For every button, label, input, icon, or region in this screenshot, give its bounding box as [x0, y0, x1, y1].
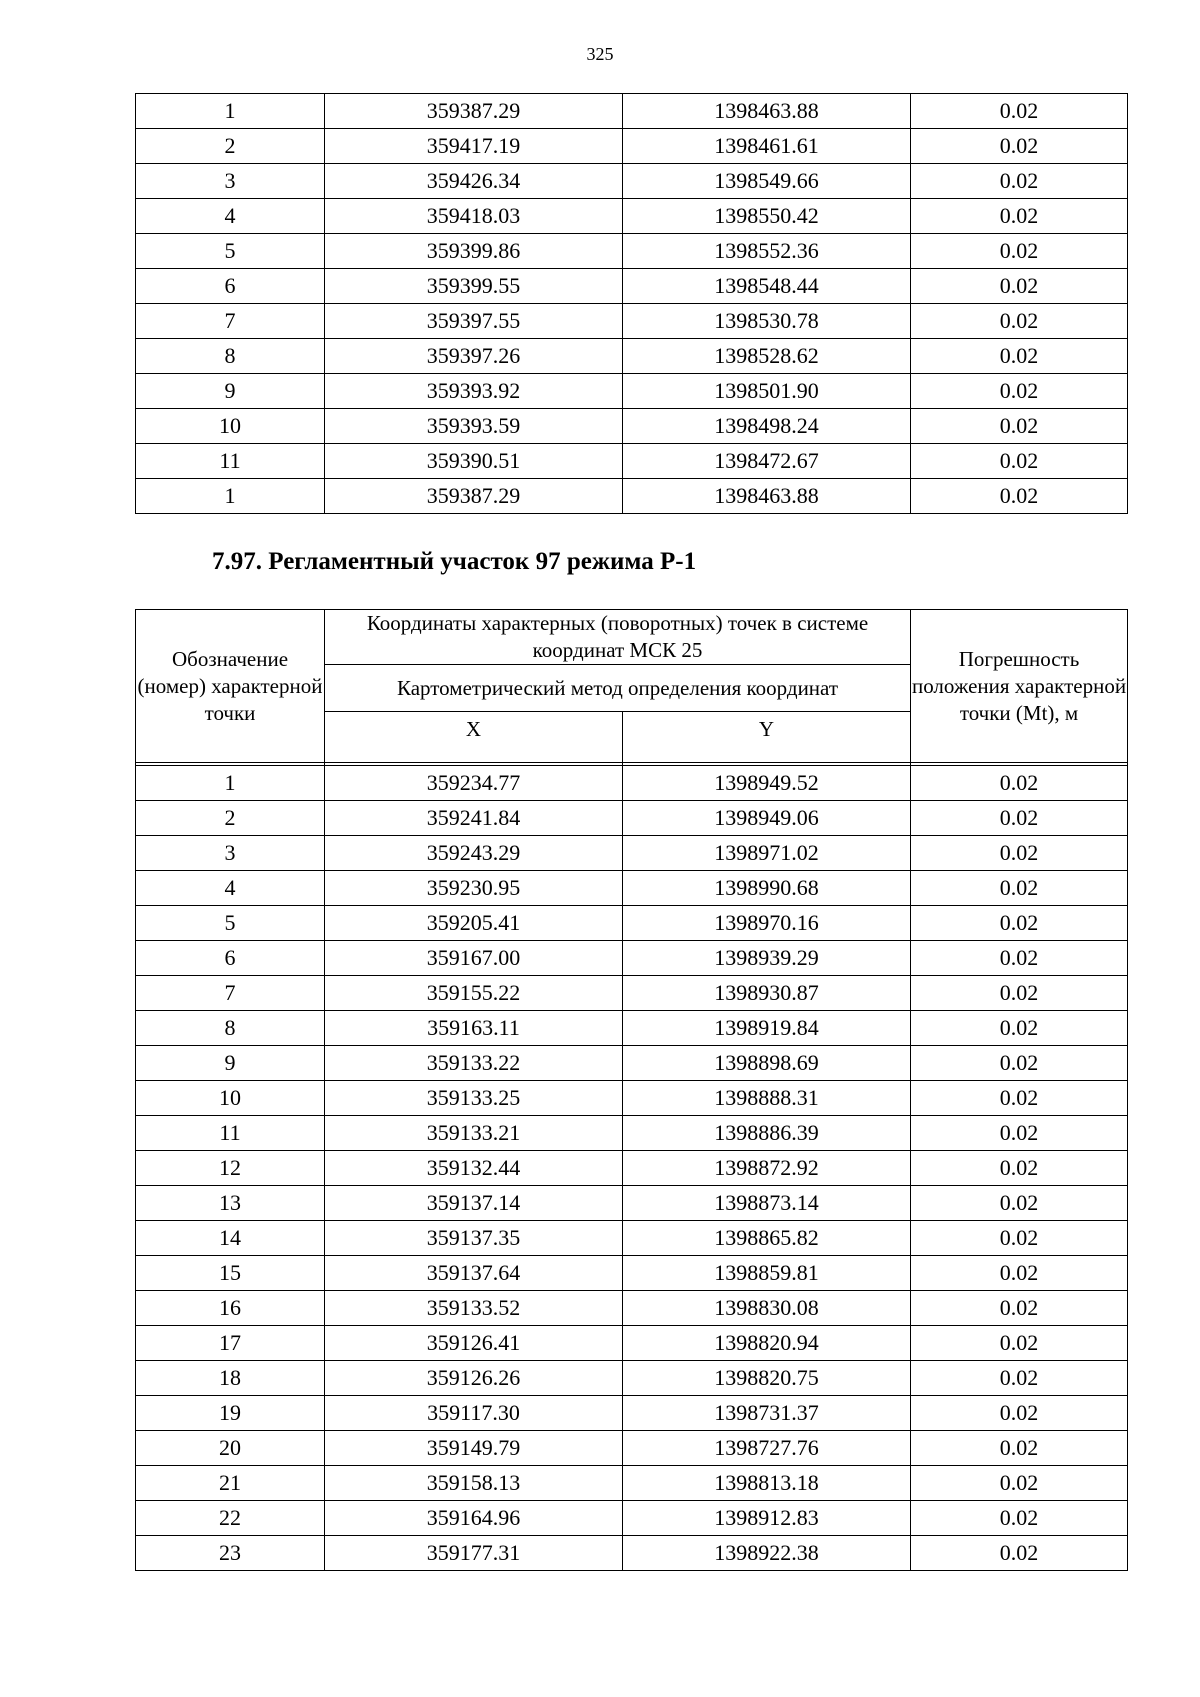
table-row — [136, 444, 1128, 479]
cell-error: 0.02 — [911, 1501, 1128, 1536]
cell-error: 0.02 — [911, 129, 1128, 164]
cell-y: 1398463.88 — [623, 479, 911, 514]
cell-y: 1398501.90 — [623, 374, 911, 409]
cell-x: 359164.96 — [325, 1501, 623, 1536]
cell-error: 0.02 — [911, 1361, 1128, 1396]
cell-point-number: 4 — [136, 871, 325, 906]
cell-x: 359155.22 — [325, 976, 623, 1011]
cell-error: 0.02 — [911, 1326, 1128, 1361]
table-row — [136, 1151, 1128, 1186]
cell-y: 1398820.94 — [623, 1326, 911, 1361]
cell-point-number: 11 — [136, 1116, 325, 1151]
cell-x: 359137.64 — [325, 1256, 623, 1291]
table-row — [136, 1326, 1128, 1361]
table-row — [136, 1256, 1128, 1291]
cell-point-number: 8 — [136, 339, 325, 374]
cell-point-number: 7 — [136, 304, 325, 339]
cell-point-number: 10 — [136, 1081, 325, 1116]
table-body — [136, 94, 1128, 514]
cell-x: 359417.19 — [325, 129, 623, 164]
cell-x: 359149.79 — [325, 1431, 623, 1466]
cell-error: 0.02 — [911, 339, 1128, 374]
cell-y: 1398939.29 — [623, 941, 911, 976]
cell-error: 0.02 — [911, 269, 1128, 304]
cell-error: 0.02 — [911, 1116, 1128, 1151]
cell-x: 359418.03 — [325, 199, 623, 234]
cell-x: 359387.29 — [325, 479, 623, 514]
cell-x: 359241.84 — [325, 801, 623, 836]
table-row — [136, 1081, 1128, 1116]
cell-error: 0.02 — [911, 1256, 1128, 1291]
cell-x: 359167.00 — [325, 941, 623, 976]
cell-error: 0.02 — [911, 1221, 1128, 1256]
table-row — [136, 1116, 1128, 1151]
cell-point-number: 1 — [136, 94, 325, 129]
table-row — [136, 94, 1128, 129]
cell-point-number: 21 — [136, 1466, 325, 1501]
cell-point-number: 23 — [136, 1536, 325, 1571]
cell-x: 359390.51 — [325, 444, 623, 479]
cell-y: 1398549.66 — [623, 164, 911, 199]
cell-point-number: 11 — [136, 444, 325, 479]
cell-y: 1398970.16 — [623, 906, 911, 941]
cell-x: 359230.95 — [325, 871, 623, 906]
cell-x: 359132.44 — [325, 1151, 623, 1186]
table-row — [136, 1396, 1128, 1431]
cell-error: 0.02 — [911, 766, 1128, 801]
table-row — [136, 906, 1128, 941]
cell-y: 1398971.02 — [623, 836, 911, 871]
cell-error: 0.02 — [911, 1466, 1128, 1501]
cell-y: 1398888.31 — [623, 1081, 911, 1116]
table-row — [136, 801, 1128, 836]
cell-point-number: 18 — [136, 1361, 325, 1396]
table-row — [136, 941, 1128, 976]
header-x: X — [325, 712, 623, 763]
cell-error: 0.02 — [911, 1431, 1128, 1466]
cell-error: 0.02 — [911, 941, 1128, 976]
cell-y: 1398461.61 — [623, 129, 911, 164]
cell-error: 0.02 — [911, 1186, 1128, 1221]
cell-point-number: 17 — [136, 1326, 325, 1361]
table-row — [136, 1046, 1128, 1081]
table-row — [136, 339, 1128, 374]
table-row — [136, 836, 1128, 871]
cell-point-number: 2 — [136, 801, 325, 836]
header-y: Y — [623, 712, 911, 763]
cell-x: 359393.92 — [325, 374, 623, 409]
cell-y: 1398859.81 — [623, 1256, 911, 1291]
cell-point-number: 6 — [136, 941, 325, 976]
cell-point-number: 14 — [136, 1221, 325, 1256]
cell-y: 1398872.92 — [623, 1151, 911, 1186]
cell-error: 0.02 — [911, 1396, 1128, 1431]
table-row — [136, 976, 1128, 1011]
cell-y: 1398830.08 — [623, 1291, 911, 1326]
cell-point-number: 22 — [136, 1501, 325, 1536]
table-row — [136, 1501, 1128, 1536]
cell-x: 359163.11 — [325, 1011, 623, 1046]
cell-point-number: 6 — [136, 269, 325, 304]
cell-x: 359133.21 — [325, 1116, 623, 1151]
cell-y: 1398528.62 — [623, 339, 911, 374]
cell-x: 359133.52 — [325, 1291, 623, 1326]
cell-y: 1398990.68 — [623, 871, 911, 906]
cell-y: 1398898.69 — [623, 1046, 911, 1081]
cell-error: 0.02 — [911, 199, 1128, 234]
cell-point-number: 16 — [136, 1291, 325, 1326]
header-point-label: Обозначение (номер) характерной точки — [136, 610, 325, 763]
cell-x: 359133.25 — [325, 1081, 623, 1116]
cell-error: 0.02 — [911, 1046, 1128, 1081]
table-row — [136, 1536, 1128, 1571]
cell-x: 359243.29 — [325, 836, 623, 871]
cell-x: 359126.41 — [325, 1326, 623, 1361]
table-row — [136, 269, 1128, 304]
cell-point-number: 9 — [136, 1046, 325, 1081]
cell-error: 0.02 — [911, 836, 1128, 871]
table-row — [136, 766, 1128, 801]
cell-y: 1398550.42 — [623, 199, 911, 234]
cell-point-number: 19 — [136, 1396, 325, 1431]
cell-error: 0.02 — [911, 479, 1128, 514]
table-row — [136, 129, 1128, 164]
header-coords-group: Координаты характерных (поворотных) точек в системе координат МСК 25 — [325, 610, 911, 665]
cell-y: 1398472.67 — [623, 444, 911, 479]
cell-point-number: 9 — [136, 374, 325, 409]
table-header — [136, 610, 1128, 766]
cell-y: 1398922.38 — [623, 1536, 911, 1571]
cell-y: 1398930.87 — [623, 976, 911, 1011]
table-row — [136, 1361, 1128, 1396]
table-row — [136, 1431, 1128, 1466]
cell-point-number: 12 — [136, 1151, 325, 1186]
cell-point-number: 13 — [136, 1186, 325, 1221]
table-row — [136, 304, 1128, 339]
coordinates-table-continued — [135, 93, 1128, 514]
cell-x: 359426.34 — [325, 164, 623, 199]
cell-error: 0.02 — [911, 976, 1128, 1011]
cell-y: 1398813.18 — [623, 1466, 911, 1501]
cell-error: 0.02 — [911, 444, 1128, 479]
table-body — [136, 766, 1128, 1571]
cell-x: 359399.55 — [325, 269, 623, 304]
cell-y: 1398820.75 — [623, 1361, 911, 1396]
cell-point-number: 4 — [136, 199, 325, 234]
cell-y: 1398949.52 — [623, 766, 911, 801]
table-row — [136, 1291, 1128, 1326]
table-row — [136, 199, 1128, 234]
cell-point-number: 1 — [136, 766, 325, 801]
cell-y: 1398865.82 — [623, 1221, 911, 1256]
cell-point-number: 8 — [136, 1011, 325, 1046]
cell-point-number: 2 — [136, 129, 325, 164]
table-row — [136, 479, 1128, 514]
cell-y: 1398731.37 — [623, 1396, 911, 1431]
cell-error: 0.02 — [911, 234, 1128, 269]
table-row — [136, 871, 1128, 906]
cell-x: 359137.14 — [325, 1186, 623, 1221]
cell-y: 1398949.06 — [623, 801, 911, 836]
cell-y: 1398873.14 — [623, 1186, 911, 1221]
cell-error: 0.02 — [911, 409, 1128, 444]
cell-x: 359117.30 — [325, 1396, 623, 1431]
table-row — [136, 1186, 1128, 1221]
cell-error: 0.02 — [911, 1011, 1128, 1046]
table-row — [136, 1466, 1128, 1501]
cell-point-number: 15 — [136, 1256, 325, 1291]
cell-y: 1398548.44 — [623, 269, 911, 304]
cell-y: 1398919.84 — [623, 1011, 911, 1046]
cell-error: 0.02 — [911, 374, 1128, 409]
cell-error: 0.02 — [911, 94, 1128, 129]
cell-x: 359397.55 — [325, 304, 623, 339]
cell-error: 0.02 — [911, 871, 1128, 906]
cell-error: 0.02 — [911, 164, 1128, 199]
cell-x: 359158.13 — [325, 1466, 623, 1501]
cell-x: 359133.22 — [325, 1046, 623, 1081]
cell-error: 0.02 — [911, 304, 1128, 339]
cell-x: 359205.41 — [325, 906, 623, 941]
cell-x: 359137.35 — [325, 1221, 623, 1256]
cell-error: 0.02 — [911, 1151, 1128, 1186]
cell-y: 1398886.39 — [623, 1116, 911, 1151]
cell-point-number: 1 — [136, 479, 325, 514]
cell-y: 1398498.24 — [623, 409, 911, 444]
cell-point-number: 7 — [136, 976, 325, 1011]
cell-x: 359126.26 — [325, 1361, 623, 1396]
cell-point-number: 5 — [136, 906, 325, 941]
table-row — [136, 409, 1128, 444]
cell-x: 359399.86 — [325, 234, 623, 269]
cell-x: 359177.31 — [325, 1536, 623, 1571]
cell-x: 359393.59 — [325, 409, 623, 444]
header-error: Погрешность положения характерной точки (Mt), м — [911, 610, 1128, 763]
cell-point-number: 3 — [136, 836, 325, 871]
cell-point-number: 5 — [136, 234, 325, 269]
table-row — [136, 1011, 1128, 1046]
cell-y: 1398912.83 — [623, 1501, 911, 1536]
cell-y: 1398727.76 — [623, 1431, 911, 1466]
coordinates-table-section-97 — [135, 609, 1128, 1571]
cell-point-number: 3 — [136, 164, 325, 199]
cell-point-number: 20 — [136, 1431, 325, 1466]
cell-point-number: 10 — [136, 409, 325, 444]
cell-y: 1398463.88 — [623, 94, 911, 129]
table-row — [136, 234, 1128, 269]
cell-error: 0.02 — [911, 1081, 1128, 1116]
page-number: 325 — [586, 44, 614, 64]
cell-x: 359234.77 — [325, 766, 623, 801]
section-heading: 7.97. Регламентный участок 97 режима Р-1 — [212, 548, 697, 575]
cell-error: 0.02 — [911, 1536, 1128, 1571]
cell-error: 0.02 — [911, 906, 1128, 941]
header-method: Картометрический метод определения координат — [325, 665, 911, 712]
table-row — [136, 164, 1128, 199]
cell-error: 0.02 — [911, 1291, 1128, 1326]
table-row — [136, 374, 1128, 409]
cell-x: 359387.29 — [325, 94, 623, 129]
cell-y: 1398552.36 — [623, 234, 911, 269]
cell-y: 1398530.78 — [623, 304, 911, 339]
cell-x: 359397.26 — [325, 339, 623, 374]
table-row — [136, 1221, 1128, 1256]
cell-error: 0.02 — [911, 801, 1128, 836]
